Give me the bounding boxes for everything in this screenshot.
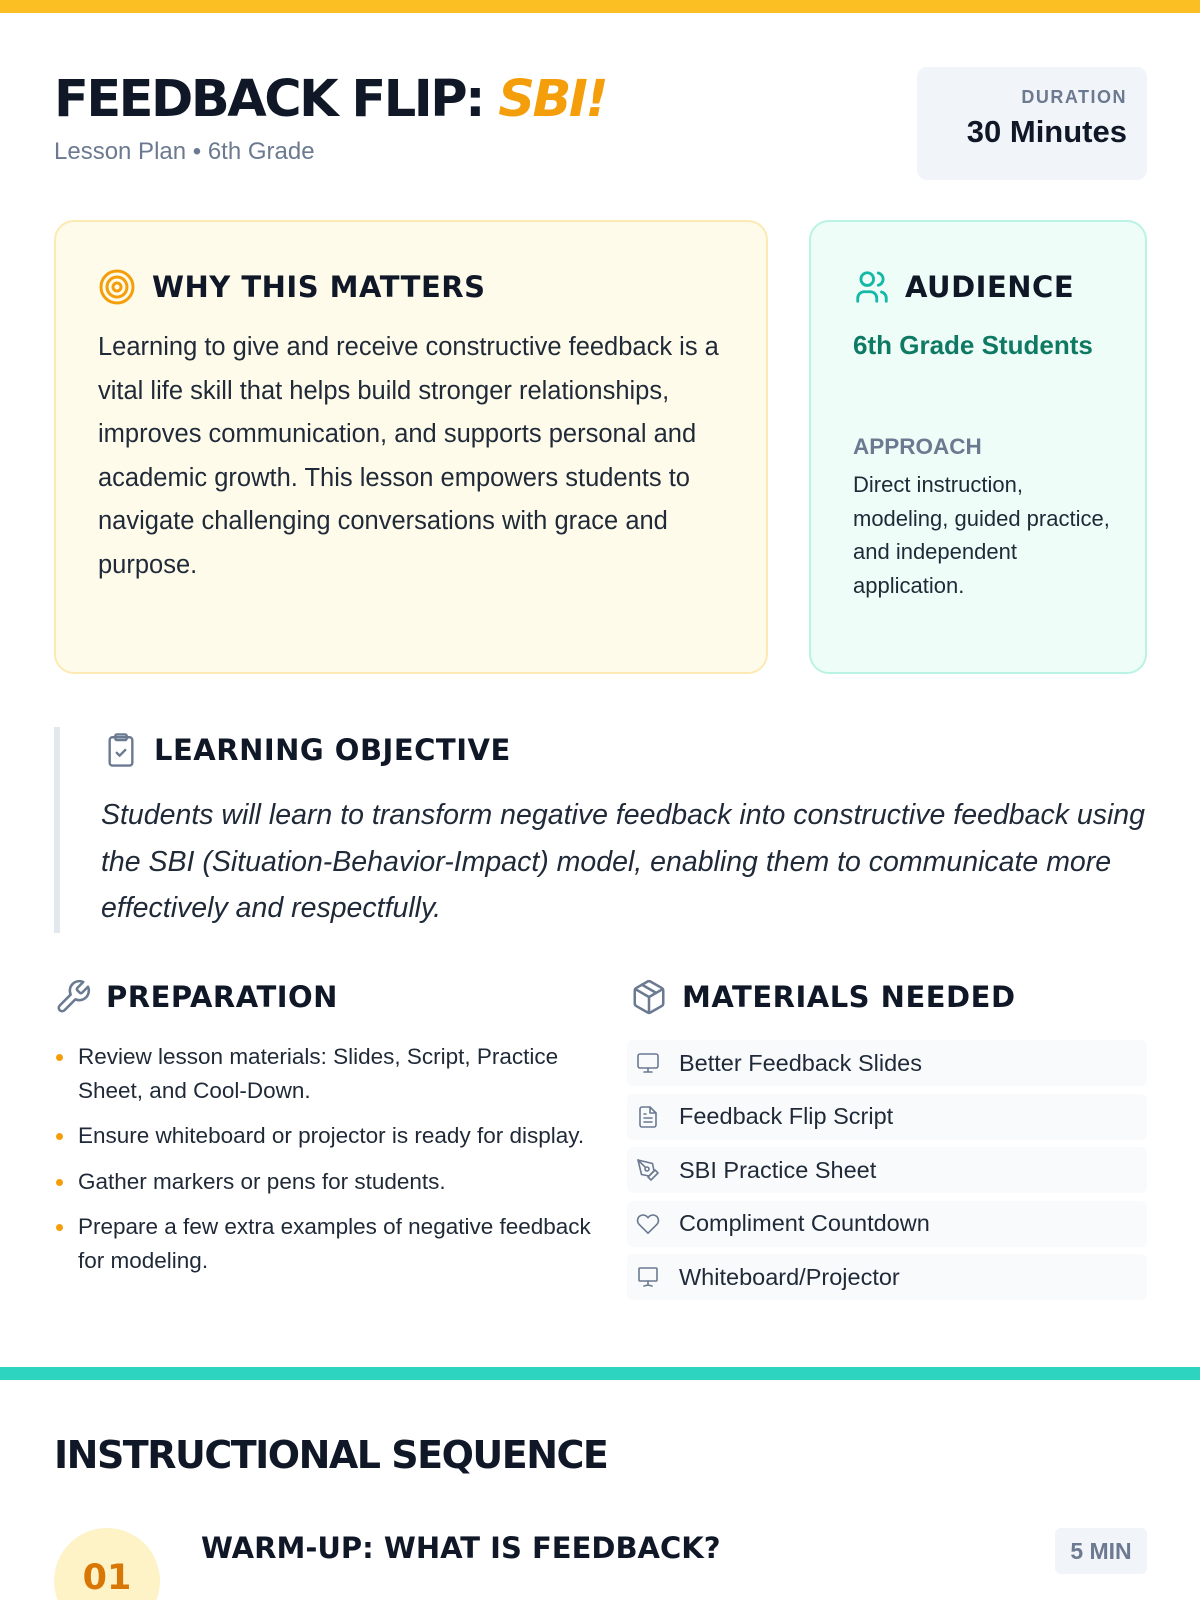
wrench-icon bbox=[54, 978, 92, 1016]
materials-header bbox=[630, 978, 1016, 1016]
materials-list bbox=[627, 1040, 1147, 1308]
step-description bbox=[201, 1588, 1147, 1600]
top-accent-bar bbox=[0, 0, 1200, 13]
step-duration-badge: 5 MIN bbox=[1055, 1528, 1147, 1574]
why-heading: WHY THIS MATTERS bbox=[152, 270, 486, 304]
why-header bbox=[98, 268, 486, 306]
material-item bbox=[627, 1094, 1147, 1140]
preparation-list bbox=[54, 1040, 594, 1289]
material-label: Feedback Flip Script bbox=[679, 1103, 894, 1129]
audience-name: 6th Grade Students bbox=[853, 330, 1093, 360]
material-item bbox=[627, 1254, 1147, 1300]
material-item bbox=[627, 1147, 1147, 1193]
heart-icon bbox=[635, 1211, 661, 1237]
title-accent: SBI! bbox=[498, 70, 607, 129]
pen-tool-icon bbox=[635, 1157, 661, 1183]
material-item bbox=[627, 1040, 1147, 1086]
users-icon bbox=[853, 268, 891, 306]
target-icon bbox=[98, 268, 136, 306]
material-item bbox=[627, 1201, 1147, 1247]
clipboard-check-icon bbox=[104, 731, 138, 769]
package-icon bbox=[630, 978, 668, 1016]
duration-box bbox=[917, 67, 1147, 180]
material-label: Better Feedback Slides bbox=[679, 1049, 922, 1076]
preparation-header bbox=[54, 978, 338, 1016]
title-main: FEEDBACK FLIP: bbox=[54, 70, 483, 129]
presentation-icon bbox=[635, 1264, 661, 1290]
file-text-icon bbox=[635, 1104, 661, 1130]
duration-label: DURATION bbox=[1021, 87, 1127, 107]
monitor-icon bbox=[635, 1050, 661, 1076]
duration-value: 30 Minutes bbox=[966, 114, 1127, 149]
objective-heading: LEARNING OBJECTIVE bbox=[154, 733, 511, 767]
sequence-heading: INSTRUCTIONAL SEQUENCE bbox=[54, 1433, 608, 1477]
objective-header bbox=[104, 731, 511, 769]
material-label: Whiteboard/Projector bbox=[679, 1263, 900, 1290]
preparation-heading: PREPARATION bbox=[106, 980, 338, 1014]
step-number: 01 bbox=[82, 1558, 132, 1598]
section-divider-bar bbox=[0, 1367, 1200, 1380]
preparation-item: Ensure whiteboard or projector is ready for display. bbox=[54, 1119, 594, 1153]
why-text: Learning to give and receive constructive feedback is a vital life skill that helps build stronger relationships, improves communication, and supports personal and academic growth. This lesson empowers students to navigate challenging conversations with grace and purpose. bbox=[98, 333, 719, 579]
approach-label: APPROACH bbox=[853, 434, 982, 459]
preparation-item: Prepare a few extra examples of negative feedback for modeling. bbox=[54, 1210, 594, 1277]
material-label: SBI Practice Sheet bbox=[679, 1156, 877, 1183]
page-title bbox=[54, 70, 606, 129]
step-title: WARM-UP: WHAT IS FEEDBACK? bbox=[201, 1531, 721, 1565]
preparation-item: Review lesson materials: Slides, Script, Practice Sheet, and Cool-Down. bbox=[54, 1040, 594, 1107]
objective-text: Students will learn to transform negative feedback into constructive feedback using the SBI (Situation-Behavior-Impact) model, enabling them to communicate more effectively and respectfully. bbox=[101, 799, 1145, 924]
materials-heading: MATERIALS NEEDED bbox=[682, 980, 1016, 1014]
approach-text: Direct instruction, modeling, guided practice, and independent application. bbox=[853, 472, 1110, 598]
material-label: Compliment Countdown bbox=[679, 1210, 930, 1236]
audience-heading: AUDIENCE bbox=[905, 270, 1075, 304]
audience-header bbox=[853, 268, 1074, 306]
preparation-item: Gather markers or pens for students. bbox=[54, 1165, 594, 1199]
page-subtitle: Lesson Plan • 6th Grade bbox=[54, 138, 315, 165]
audience-card bbox=[809, 220, 1147, 674]
step-number-circle bbox=[54, 1528, 160, 1600]
objective-accent-bar bbox=[54, 727, 60, 933]
why-this-matters-card bbox=[54, 220, 768, 674]
